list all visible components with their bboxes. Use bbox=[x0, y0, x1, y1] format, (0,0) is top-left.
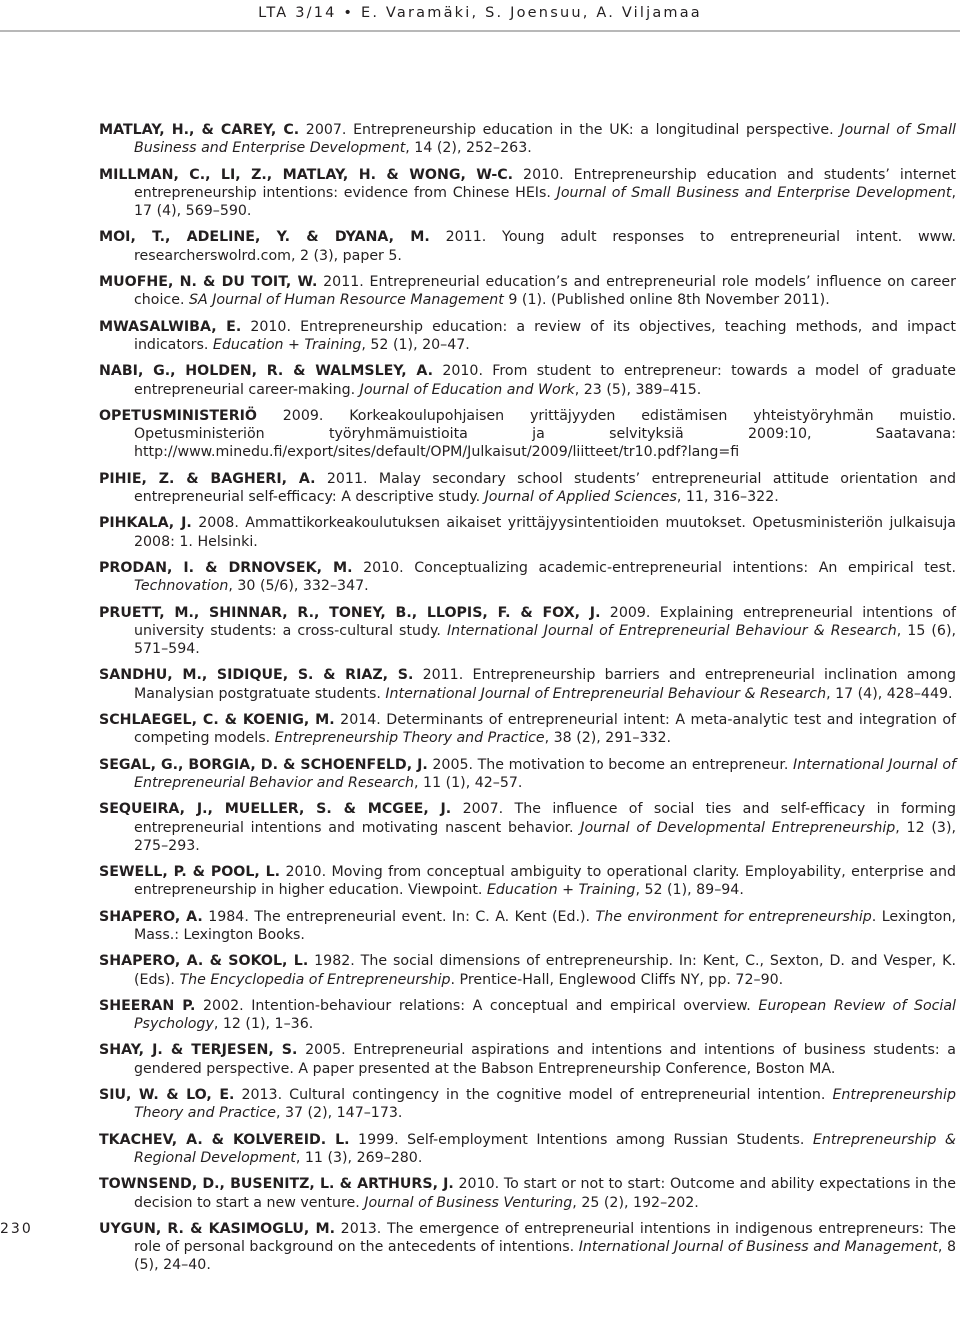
reference-text: 1999. Self-employment Intentions among Russian Students. bbox=[349, 1131, 813, 1148]
reference-details: 9 (1). (Published online 8th November 2011). bbox=[503, 292, 830, 309]
reference-details: , 11 (3), 269–280. bbox=[295, 1149, 423, 1166]
reference-entry bbox=[99, 559, 956, 596]
reference-entry bbox=[99, 273, 956, 310]
reference-details: , 15 (6), 571–594. bbox=[134, 622, 956, 658]
reference-entry bbox=[99, 756, 956, 793]
reference-text: 2010. Conceptualizing academic-entrepreneurial intentions: An empirical test. bbox=[352, 559, 956, 576]
reference-entry bbox=[99, 1041, 956, 1078]
reference-source: International Journal of Business and Management bbox=[578, 1239, 938, 1256]
reference-authors: SANDHU, M., SIDIQUE, S. & RIAZ, S. bbox=[99, 667, 414, 684]
reference-details: , 30 (5/6), 332–347. bbox=[228, 578, 369, 595]
reference-text: 2008. Ammattikorkeakoulutuksen aikaiset yrittäjyysintentioiden muutokset. Opetusministeriön julkaisuja 2008: 1. Helsinki. bbox=[134, 515, 957, 550]
reference-text: 2011. Malay secondary school students’ entrepreneurial attitude orientation and entrepreneurial self-efficacy: A descriptive study. bbox=[134, 470, 957, 506]
reference-authors: PRUETT, M., SHINNAR, R., TONEY, B., LLOPIS, F. & FOX, J. bbox=[99, 604, 601, 621]
reference-entry bbox=[99, 407, 956, 462]
reference-source: Technovation bbox=[134, 578, 229, 595]
reference-entry bbox=[99, 952, 956, 989]
reference-entry bbox=[99, 166, 956, 221]
reference-source: Journal of Business Venturing bbox=[364, 1194, 573, 1211]
reference-list bbox=[99, 121, 956, 1283]
reference-entry bbox=[99, 470, 956, 507]
reference-source: Education + Training bbox=[212, 336, 362, 353]
reference-source: SA Journal of Human Resource Management bbox=[188, 292, 504, 309]
reference-entry bbox=[99, 228, 956, 265]
running-header: LTA 3/14 • E. Varamäki, S. Joensuu, A. Viljamaa bbox=[258, 5, 702, 21]
reference-entry bbox=[99, 121, 956, 158]
reference-entry bbox=[99, 997, 956, 1034]
reference-authors: PIHKALA, J. bbox=[99, 515, 192, 532]
reference-details: , 14 (2), 252–263. bbox=[405, 140, 532, 157]
reference-text: 2009. Explaining entrepreneurial intentions of university students: a cross-cultural study. bbox=[134, 604, 956, 639]
reference-authors: SCHLAEGEL, C. & KOENIG, M. bbox=[99, 712, 335, 729]
reference-entry bbox=[99, 711, 956, 748]
reference-authors: MWASALWIBA, E. bbox=[99, 318, 242, 335]
reference-authors: TOWNSEND, D., BUSENITZ, L. & ARTHURS, J. bbox=[99, 1176, 454, 1193]
reference-source: The Encyclopedia of Entrepreneurship bbox=[179, 971, 451, 988]
reference-source: International Journal of Entrepreneurial Behaviour & Research bbox=[446, 622, 897, 639]
reference-source: Entrepreneurship & Regional Development bbox=[134, 1131, 956, 1166]
reference-authors: SHAPERO, A. bbox=[99, 908, 203, 925]
reference-source: The environment for entrepreneurship bbox=[595, 908, 872, 925]
reference-details: , 8 (5), 24–40. bbox=[134, 1239, 956, 1274]
reference-authors: NABI, G., HOLDEN, R. & WALMSLEY, A. bbox=[99, 363, 434, 380]
reference-authors: SHAY, J. & TERJESEN, S. bbox=[99, 1042, 298, 1059]
reference-details: , 12 (3), 275–293. bbox=[134, 819, 956, 854]
reference-authors: OPETUSMINISTERIÖ bbox=[99, 407, 257, 424]
reference-source: Education + Training bbox=[486, 882, 636, 899]
header-rule bbox=[0, 30, 960, 32]
reference-entry bbox=[99, 1086, 956, 1123]
reference-details: , 37 (2), 147–173. bbox=[275, 1105, 403, 1122]
reference-entry bbox=[99, 1131, 956, 1168]
reference-entry bbox=[99, 1220, 956, 1275]
reference-text: 2002. Intention-behaviour relations: A conceptual and empirical overview. bbox=[195, 997, 759, 1014]
reference-source: Journal of Applied Sciences bbox=[484, 489, 677, 506]
reference-authors: SHEERAN P. bbox=[99, 997, 196, 1014]
page-number: 230 bbox=[0, 1221, 33, 1237]
reference-authors: PRODAN, I. & DRNOVSEK, M. bbox=[99, 559, 353, 576]
reference-authors: MILLMAN, C., LI, Z., MATLAY, H. & WONG, W-C. bbox=[99, 166, 514, 183]
reference-text: 2007. The influence of social ties and self-efficacy in forming entrepreneurial intentions and motivating nascent behavior. bbox=[134, 801, 956, 836]
reference-entry bbox=[99, 800, 956, 855]
reference-text: 2011. Young adult responses to entrepreneurial intent. www. researcherswolrd.com, 2 (3), paper 5. bbox=[134, 229, 956, 264]
reference-entry bbox=[99, 514, 956, 551]
reference-entry bbox=[99, 362, 956, 399]
reference-entry bbox=[99, 1175, 956, 1212]
reference-details: , 38 (2), 291–332. bbox=[544, 730, 672, 747]
reference-authors: SHAPERO, A. & SOKOL, L. bbox=[99, 953, 309, 970]
reference-details: , 23 (5), 389–415. bbox=[574, 381, 702, 398]
reference-text: 2014. Determinants of entrepreneurial intent: A meta-analytic test and integration of competing models. bbox=[134, 712, 957, 747]
reference-authors: SEWELL, P. & POOL, L. bbox=[99, 864, 281, 881]
reference-text: 2010. Moving from conceptual ambiguity to operational clarity. Employability, enterprise and entrepreneurship in higher education. Viewpoint. bbox=[134, 864, 956, 899]
reference-authors: PIHIE, Z. & BAGHERI, A. bbox=[99, 470, 316, 487]
reference-authors: SEGAL, G., BORGIA, D. & SCHOENFELD, J. bbox=[99, 756, 428, 773]
reference-source: Journal of Education and Work bbox=[359, 381, 575, 398]
reference-source: International Journal of Entrepreneurial Behaviour & Research bbox=[385, 685, 827, 702]
reference-authors: MUOFHE, N. & DU TOIT, W. bbox=[99, 274, 318, 291]
reference-authors: MATLAY, H., & CAREY, C. bbox=[99, 122, 300, 138]
reference-entry bbox=[99, 666, 956, 703]
reference-authors: MOI, T., ADELINE, Y. & DYANA, M. bbox=[99, 229, 430, 246]
reference-authors: UYGUN, R. & KASIMOGLU, M. bbox=[99, 1220, 335, 1237]
reference-text: 2013. The emergence of entrepreneurial intentions in indigenous entrepreneurs: The role of personal background on the antecedents of intentions. bbox=[134, 1220, 956, 1256]
reference-text: 2013. Cultural contingency in the cognitive model of entrepreneurial intention. bbox=[234, 1087, 833, 1104]
reference-text: 1982. The social dimensions of entrepreneurship. In: Kent, C., Sexton, D. and Vesper, K. (Eds). bbox=[134, 953, 957, 988]
reference-text: 1984. The entrepreneurial event. In: C. A. Kent (Ed.). bbox=[202, 908, 596, 925]
reference-details: , 25 (2), 192–202. bbox=[572, 1194, 699, 1211]
reference-entry bbox=[99, 863, 956, 900]
reference-source: Journal of Developmental Entrepreneurship bbox=[580, 819, 896, 836]
reference-details: , 17 (4), 569–590. bbox=[134, 184, 956, 220]
reference-entry bbox=[99, 318, 956, 355]
reference-details: . Lexington, Mass.: Lexington Books. bbox=[134, 908, 956, 943]
reference-text: 2011. Entrepreneurship barriers and entrepreneurial inclination among Manalysian postgratuate students. bbox=[134, 667, 956, 702]
reference-details: . Prentice-Hall, Englewood Cliffs NY, pp. 72–90. bbox=[450, 971, 784, 988]
reference-source: Entrepreneurship Theory and Practice bbox=[134, 1087, 956, 1122]
reference-text: 2010. Entrepreneurship education and students’ internet entrepreneurship intentions: evidence from Chinese HEIs. bbox=[134, 166, 956, 201]
reference-text: 2009. Korkeakoulupohjaisen yrittäjyyden edistämisen yhteistyöryhmän muistio. Opetusministeriön työryhmämuistioita ja selvityksiä 2009:10, Saatavana: http://www.minedu.fi/export/sites/default/OPM/Julkaisut/2009/liitteet/tr10.pdf?lang=fi bbox=[134, 407, 956, 461]
reference-text: 2010. Entrepreneurship education: a review of its objectives, teaching methods, and impact indicators. bbox=[134, 318, 956, 353]
reference-details: , 52 (1), 20–47. bbox=[361, 336, 470, 353]
reference-details: , 11 (1), 42–57. bbox=[414, 774, 523, 791]
reference-entry bbox=[99, 604, 956, 659]
reference-entry bbox=[99, 908, 956, 945]
reference-details: , 17 (4), 428–449. bbox=[826, 685, 953, 702]
reference-text: 2011. Entrepreneurial education’s and entrepreneurial role models’ influence on career choice. bbox=[134, 274, 956, 309]
reference-source: Journal of Small Business and Enterprise Development bbox=[556, 184, 952, 201]
reference-authors: SEQUEIRA, J., MUELLER, S. & MCGEE, J. bbox=[99, 801, 452, 818]
reference-authors: TKACHEV, A. & KOLVEREID. L. bbox=[99, 1131, 350, 1148]
reference-authors: SIU, W. & LO, E. bbox=[99, 1087, 235, 1104]
reference-text: 2005. The motivation to become an entrepreneur. bbox=[427, 756, 794, 773]
reference-source: International Journal of Entrepreneurial Behavior and Research bbox=[134, 756, 957, 791]
reference-text: 2010. From student to entrepreneur: towards a model of graduate entrepreneurial career-making. bbox=[134, 363, 956, 398]
reference-text: 2010. To start or not to start: Outcome and ability expectations in the decision to start a new venture. bbox=[134, 1176, 957, 1211]
reference-details: , 11, 316–322. bbox=[676, 489, 779, 506]
reference-source: European Review of Social Psychology bbox=[134, 997, 957, 1033]
reference-source: Journal of Small Business and Enterprise Development bbox=[134, 122, 956, 157]
reference-details: , 52 (1), 89–94. bbox=[635, 882, 744, 899]
reference-details: , 12 (1), 1–36. bbox=[213, 1016, 314, 1033]
reference-text: 2007. Entrepreneurship education in the UK: a longitudinal perspective. bbox=[299, 122, 841, 138]
reference-source: Entrepreneurship Theory and Practice bbox=[274, 730, 545, 747]
reference-text: 2005. Entrepreneurial aspirations and intentions and intentions of business students: a gendered perspective. A paper presented at the Babson Entrepreneurship Conference, Boston MA. bbox=[134, 1042, 956, 1077]
